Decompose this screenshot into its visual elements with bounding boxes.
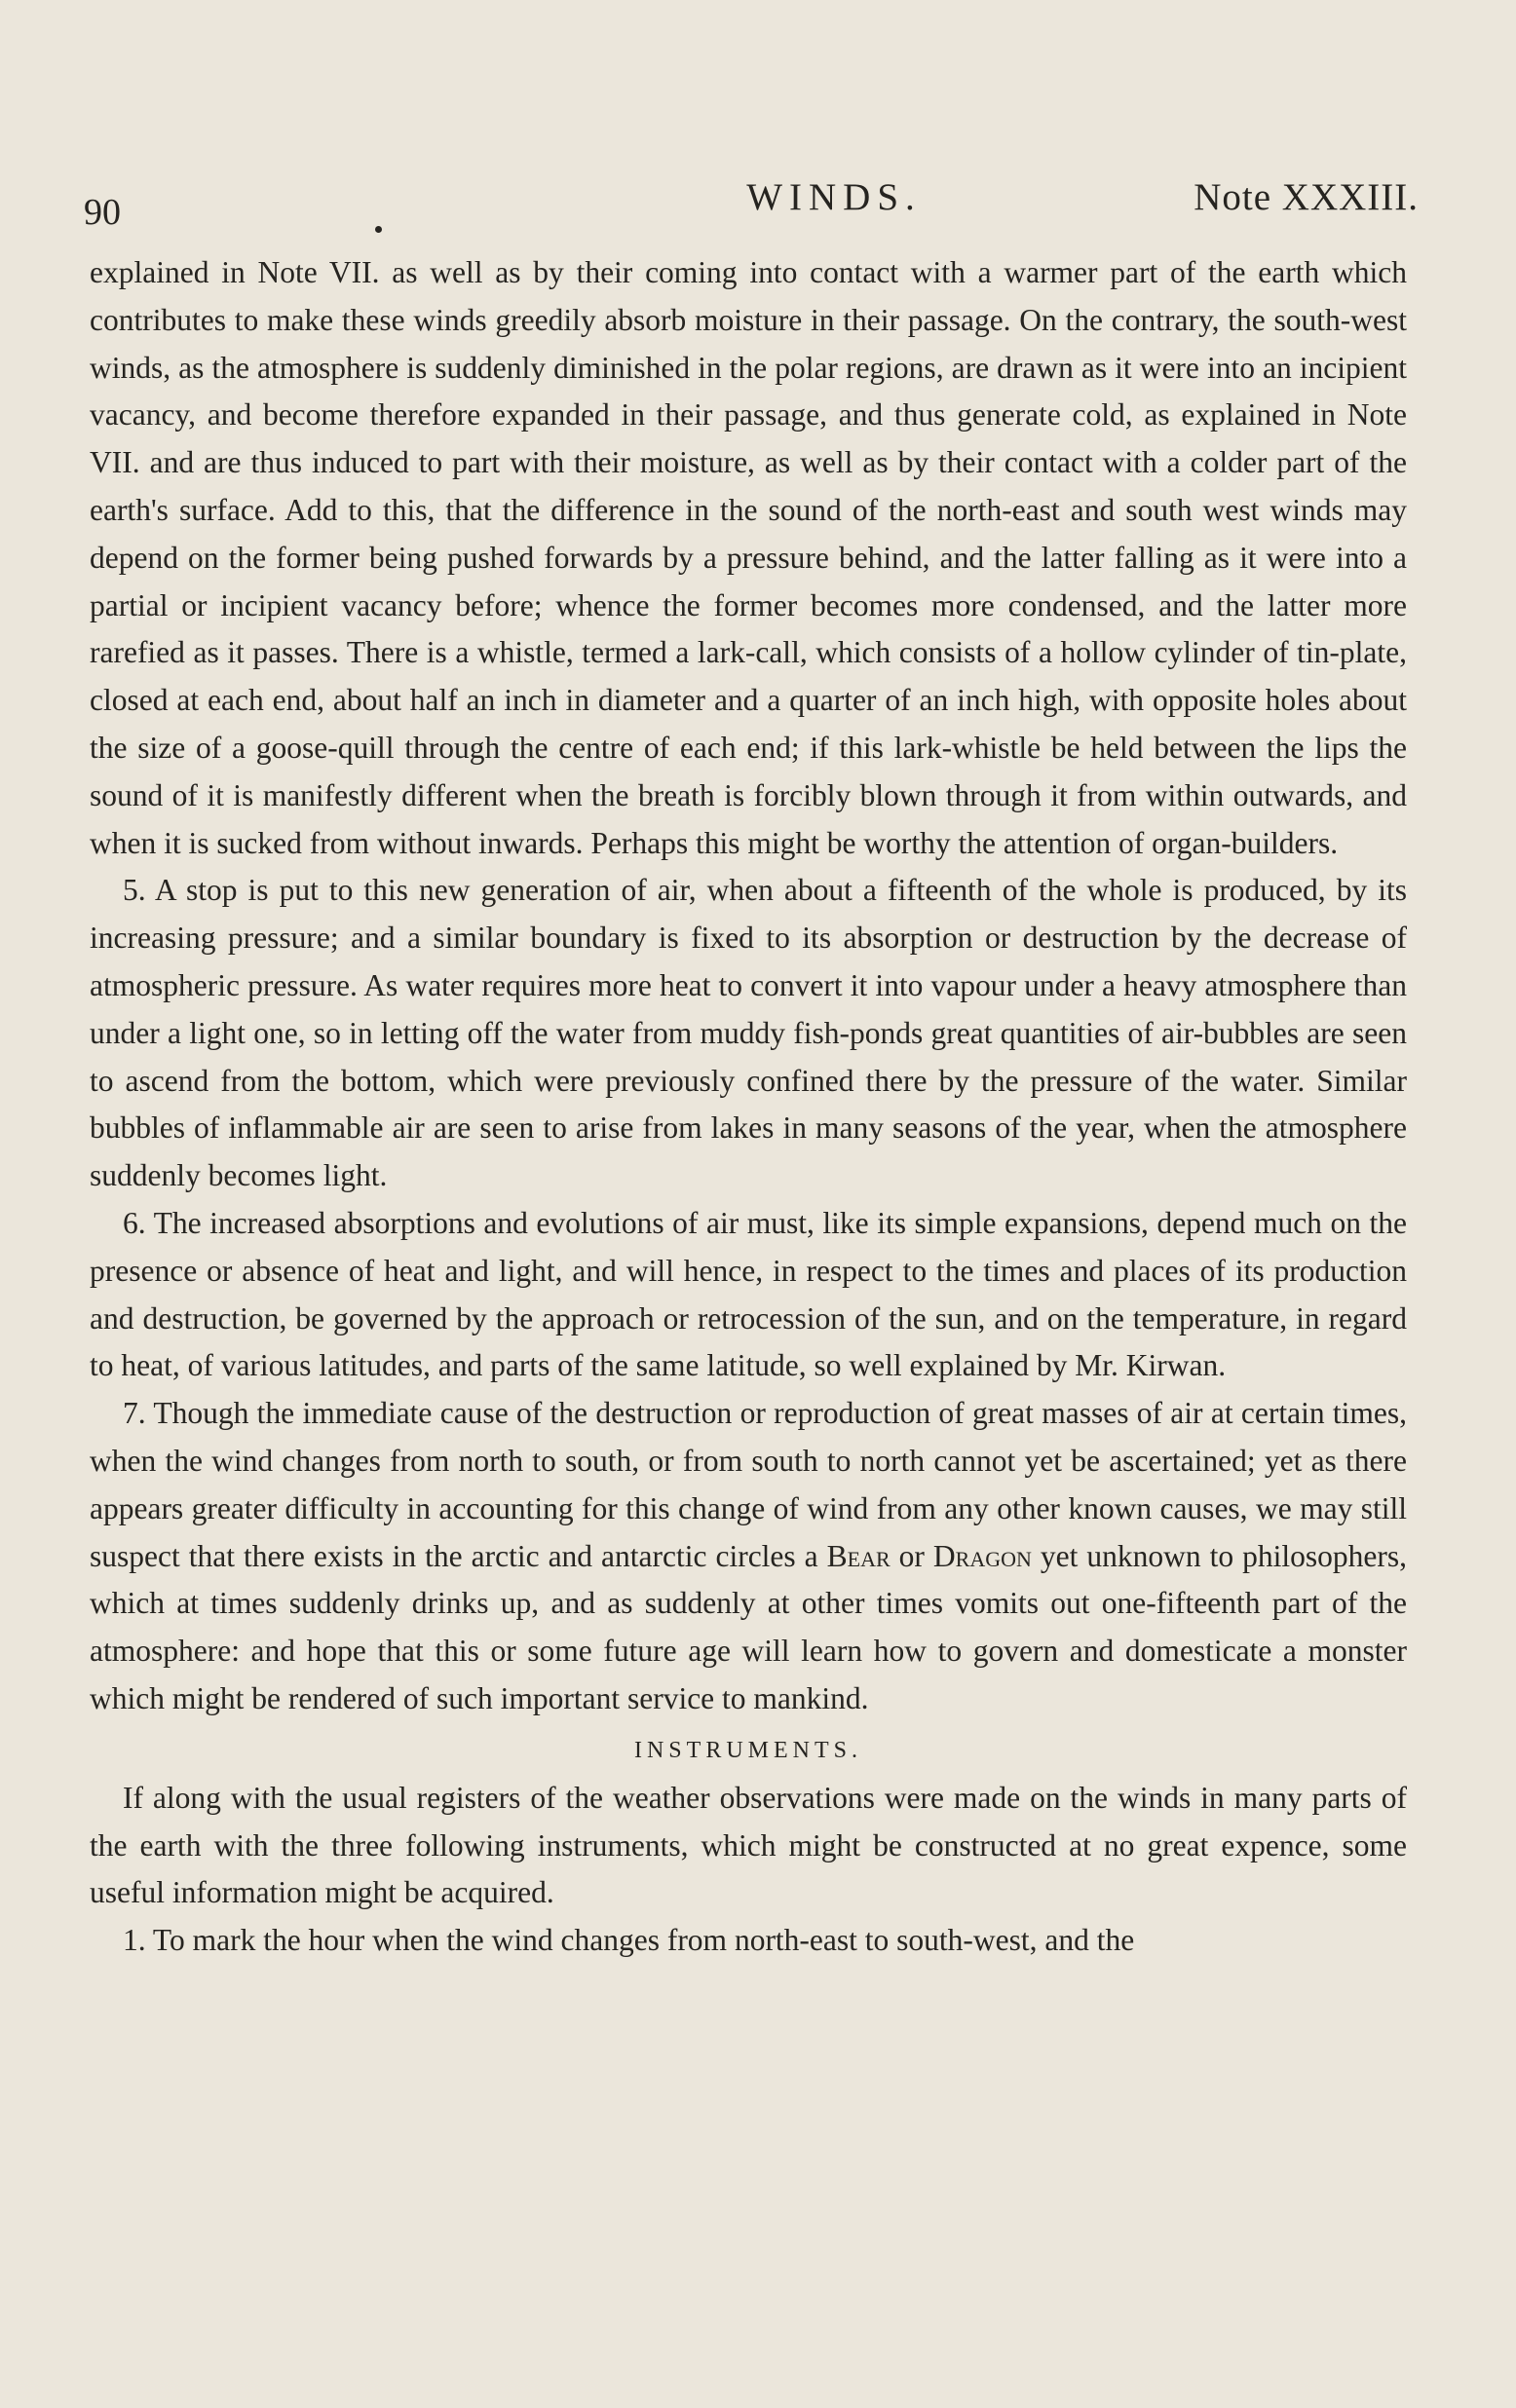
page-body (90, 249, 1407, 1965)
dragon-term: Dragon (932, 1538, 1032, 1573)
running-title: WINDS. (746, 176, 922, 218)
note-label: Note XXXIII. (1194, 176, 1419, 218)
section-heading-instruments: INSTRUMENTS. (633, 1737, 862, 1763)
paragraph-7 (90, 1390, 1407, 1723)
page-header (84, 173, 1419, 232)
paragraph-continued: explained in Note VII. as well as by their coming into contact with a warmer part of the earth which contributes to make these winds greedily absorb moisture in their passage. On the contrary, the south-west winds, as the atmosphere is suddenly diminished in the polar regions, are drawn as it were into an incipient vacancy, and become therefore expanded in their passage, and thus generate cold, as explained in Note VII. and are thus induced to part with their moisture, as well as by their contact with a colder part of the earth's surface. Add to this, that the difference in the sound of the north-east and south west winds may depend on the former being pushed forwards by a pressure behind, and the latter falling as it were into a partial or incipient vacancy before; whence the former becomes more condensed, and the latter more rarefied as it passes. There is a whistle, termed a lark-call, which consists of a hollow cylinder of tin-plate, closed at each end, about half an inch in diameter and a quarter of an inch high, with opposite holes about the size of a goose-quill through the centre of each end; if this lark-whistle be held between the lips the sound of it is manifestly different when the breath is forcibly blown through it from within outwards, and when it is sucked from without inwards. Perhaps this might be worthy the attention of organ-builders. (90, 255, 1407, 860)
paragraph-7-text-end: yet unknown to philosophers, which at times suddenly drinks up, and as suddenly at other times vomits out one-fifteenth part of the atmosphere: and hope that this or some future age will learn how to govern and domesticate a monster which might be rendered of such important service to mankind. (90, 1538, 1407, 1715)
paragraph-5: 5. A stop is put to this new generation of air, when about a fifteenth of the whole is produced, by its increasing pressure; and a similar boundary is fixed to its absorption or destruction by the decrease of atmospheric pressure. As water requires more heat to convert it into vapour under a heavy atmosphere than under a light one, so in letting off the water from muddy fish-ponds great quantities of air-bubbles are seen to ascend from the bottom, which were previously confined there by the pressure of the water. Similar bubbles of inflammable air are seen to arise from lakes in many seasons of the year, when the atmosphere suddenly becomes light. (90, 873, 1407, 1193)
stray-dot-mark (375, 226, 382, 233)
instrument-item-1: 1. To mark the hour when the wind changes from north-east to south-west, and the (123, 1923, 1135, 1958)
instruments-intro: If along with the usual registers of the weather observations were made on the winds in many parts of the earth with the three following instruments, which might be constructed at no great expence, some useful information might be acquired. (90, 1780, 1407, 1910)
page-number: 90 (84, 192, 121, 233)
paragraph-7-text-start: 7. Though the immediate cause of the destruction or reproduction of great masses of air at certain times, when the wind changes from north to south, or from south to north cannot yet be ascertained; yet as there appears greater difficulty in accounting for this change of wind from any other known causes, we may still suspect that there exists in the arctic and antarctic circles a (90, 1396, 1407, 1573)
bear-term: Bear (826, 1538, 891, 1573)
paragraph-6: 6. The increased absorptions and evolutions of air must, like its simple expansions, depend much on the presence or absence of heat and light, and will hence, in respect to the times and places of its production and destruction, be governed by the approach or retrocession of the sun, and on the temperature, in regard to heat, of various latitudes, and parts of the same latitude, so well explained by Mr. Kirwan. (90, 1205, 1407, 1383)
paragraph-7-or: or (890, 1538, 933, 1573)
